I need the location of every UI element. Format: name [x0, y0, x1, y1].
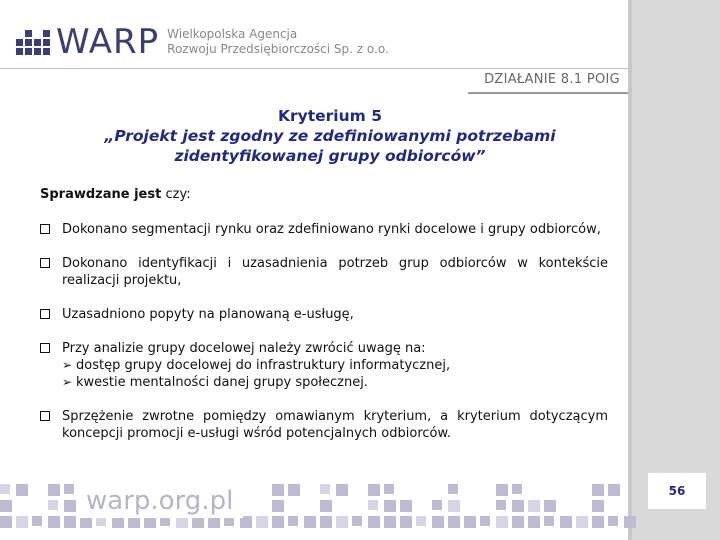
- footer-square: [448, 484, 458, 494]
- checkbox-bullet-icon: [40, 258, 50, 268]
- footer-square: [272, 484, 284, 496]
- footer-square: [576, 516, 588, 528]
- footer-square: [16, 484, 28, 496]
- logo-wordmark: WARP: [56, 22, 160, 62]
- warp-logo: [16, 22, 389, 62]
- title-line-3: zidentyfikowanej grupy odbiorców”: [174, 147, 486, 165]
- footer-square: [560, 516, 572, 528]
- footer-square: [64, 500, 76, 512]
- title-line-2: „Projekt jest zgodny ze zdefiniowanymi potrzebami: [104, 127, 556, 145]
- list-item: [40, 306, 608, 323]
- list-item: [40, 408, 608, 442]
- footer-square: [0, 500, 12, 512]
- footer-square: [592, 500, 604, 512]
- logo-subtitle: [167, 27, 389, 57]
- footer-square: [0, 516, 12, 528]
- checkbox-bullet-icon: [40, 224, 50, 234]
- footer-square: [512, 500, 524, 512]
- footer-square: [608, 516, 618, 526]
- footer-square: [272, 500, 284, 512]
- footer-square: [384, 500, 396, 512]
- footer-square: [400, 516, 412, 528]
- sub-list-item: [62, 357, 608, 374]
- footer-url: warp.org.pl: [76, 484, 243, 518]
- footer-square: [368, 484, 380, 496]
- footer-square: [496, 516, 508, 528]
- footer-square: [48, 500, 58, 510]
- footer-square: [320, 500, 332, 512]
- footer-square: [320, 516, 332, 528]
- footer-square: [592, 516, 604, 528]
- sub-list-item: [62, 374, 608, 391]
- footer-square: [448, 516, 460, 528]
- footer-square: [448, 500, 460, 512]
- footer-square: [320, 484, 330, 494]
- footer-square: [0, 484, 10, 494]
- list-item-text: Sprzężenie zwrotne pomiędzy omawianym kryterium, a kryterium dotyczącym koncepcji promocji e-usługi wśród potencjalnych odbiorców.: [62, 409, 608, 441]
- header-divider: [0, 68, 628, 69]
- footer-square: [400, 500, 412, 512]
- intro-bold: Sprawdzane jest: [40, 187, 162, 202]
- footer-square: [64, 484, 74, 494]
- logo-subtitle-line1: Wielkopolska Agencja: [167, 27, 298, 41]
- footer-square: [416, 516, 426, 526]
- list-item-text: Przy analizie grupy docelowej należy zwrócić uwagę na:: [62, 341, 426, 356]
- footer-square: [608, 484, 620, 496]
- footer-square: [384, 516, 396, 528]
- footer-square: [384, 484, 394, 494]
- list-item-text: Uzasadniono popyty na planowaną e-usługę,: [62, 307, 354, 322]
- list-item: [40, 340, 608, 391]
- action-underline: [468, 92, 628, 94]
- footer-square: [336, 484, 348, 496]
- footer-square: [336, 516, 348, 528]
- sub-item-text: dostęp grupy docelowej do infrastruktury informatycznej,: [76, 358, 451, 373]
- footer-square: [16, 516, 28, 528]
- footer-square: [48, 484, 60, 496]
- footer-square: [368, 516, 380, 528]
- footer-square: [48, 516, 60, 528]
- checkbox-bullet-icon: [40, 343, 50, 353]
- footer-square: [528, 516, 540, 528]
- footer-square: [544, 500, 556, 512]
- criteria-content: [40, 186, 608, 459]
- footer-square: [464, 516, 476, 528]
- page-number: 56: [648, 473, 706, 509]
- logo-subtitle-line2: Rozwoju Przedsiębiorczości Sp. z o.o.: [167, 42, 389, 56]
- footer-square: [432, 516, 444, 528]
- footer-square: [496, 500, 506, 510]
- side-band-edge: [628, 0, 632, 540]
- footer-square: [544, 516, 554, 526]
- checkbox-bullet-icon: [40, 411, 50, 421]
- footer-square: [432, 500, 442, 510]
- footer-square: [304, 516, 316, 528]
- intro-text: [40, 186, 608, 203]
- arrow-bullet-icon: ➢: [62, 358, 73, 372]
- sub-item-text: kwestie mentalności danej grupy społecznej.: [76, 375, 368, 390]
- checkbox-bullet-icon: [40, 309, 50, 319]
- right-side-band: [628, 0, 720, 540]
- footer-square: [352, 516, 362, 526]
- footer-square: [496, 484, 508, 496]
- footer-square: [592, 484, 604, 496]
- slide-title: [40, 106, 620, 166]
- action-label: DZIAŁANIE 8.1 POIG: [484, 72, 620, 87]
- footer-square: [368, 500, 378, 510]
- list-item: [40, 221, 608, 238]
- list-item-text: Dokonano segmentacji rynku oraz zdefiniowano rynki docelowe i grupy odbiorców,: [62, 222, 601, 237]
- footer-square: [528, 500, 540, 512]
- footer-square: [272, 516, 284, 528]
- footer-square: [512, 484, 522, 494]
- title-line-1: Kryterium 5: [277, 107, 382, 125]
- footer-square: [288, 516, 298, 526]
- footer-square: [64, 516, 76, 528]
- footer-square: [288, 484, 300, 496]
- footer-square: [32, 516, 42, 526]
- intro-rest: czy:: [161, 187, 191, 202]
- list-item-text: Dokonano identyfikacji i uzasadnienia potrzeb grup odbiorców w kontekście realizacji projektu,: [62, 256, 608, 288]
- arrow-bullet-icon: ➢: [62, 375, 73, 389]
- footer-square: [256, 516, 268, 528]
- logo-squares-icon: [16, 30, 50, 55]
- footer-square: [512, 516, 524, 528]
- footer-square: [624, 516, 636, 528]
- footer-square: [480, 516, 490, 526]
- list-item: [40, 255, 608, 289]
